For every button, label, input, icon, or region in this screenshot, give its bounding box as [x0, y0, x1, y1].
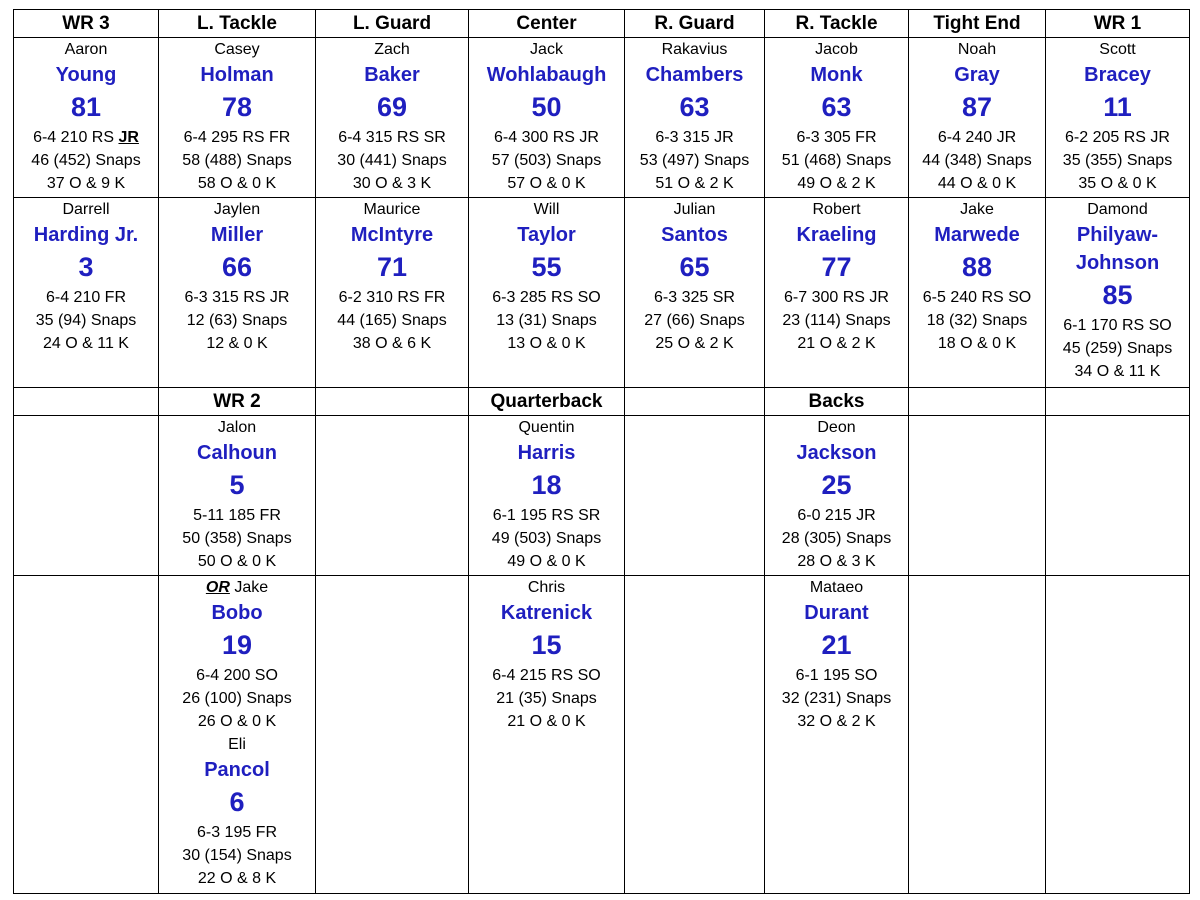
height-weight-class: 6-3 285 RS SO — [492, 289, 601, 306]
first-name: Damond — [1087, 201, 1148, 218]
height-weight-class: 6-2 310 RS FR — [338, 289, 446, 306]
height-weight-class: 6-0 215 JR — [797, 507, 876, 524]
last-name: Marwede — [934, 224, 1020, 246]
height-weight-class: 6-7 300 RS JR — [784, 289, 889, 306]
first-name: Jake — [960, 201, 994, 218]
height-weight-class: 6-4 315 RS SR — [338, 129, 446, 146]
height-weight-class: 6-1 195 SO — [795, 667, 878, 684]
first-name: Robert — [812, 201, 861, 218]
player-card — [625, 198, 765, 388]
offense-kick-snaps: 38 O & 6 K — [352, 335, 432, 352]
empty-cell — [316, 388, 469, 416]
first-name: Jack — [530, 41, 563, 58]
player-card — [909, 198, 1046, 388]
offense-kick-snaps: 26 O & 0 K — [197, 713, 277, 730]
header-wr3: WR 3 — [14, 10, 159, 38]
jersey-number: 63 — [679, 92, 710, 122]
empty-cell — [14, 388, 159, 416]
height-weight-class: 6-4 240 JR — [937, 129, 1017, 146]
empty-cell — [1046, 388, 1190, 416]
last-name: Holman — [200, 64, 274, 86]
last-name: Young — [55, 64, 117, 86]
offense-kick-snaps: 35 O & 0 K — [1078, 175, 1157, 192]
offense-kick-snaps: 44 O & 0 K — [937, 175, 1017, 192]
first-name: Will — [533, 201, 560, 218]
jersey-number: 19 — [221, 630, 253, 660]
last-name-part-2: Johnson — [1075, 252, 1160, 274]
empty-cell — [625, 388, 765, 416]
last-name: Calhoun — [197, 442, 277, 464]
height-weight: 6-4 210 RS — [33, 129, 119, 146]
empty-cell — [316, 576, 469, 894]
player-card — [316, 198, 469, 388]
or-label: OR — [205, 579, 230, 596]
snap-count: 58 (488) Snaps — [182, 152, 292, 169]
last-name: Gray — [954, 64, 1000, 86]
height-weight-class: 6-4 295 RS FR — [183, 129, 291, 146]
jersey-number: 55 — [531, 252, 562, 282]
first-name: Scott — [1099, 41, 1136, 58]
first-name: Noah — [957, 41, 997, 58]
position-header-row — [14, 10, 1190, 38]
offense-kick-snaps: 12 & 0 K — [206, 335, 268, 352]
header-left-guard: L. Guard — [316, 10, 469, 38]
player-card — [909, 38, 1046, 198]
first-name-text: Jake — [229, 579, 269, 596]
offense-kick-snaps: 24 O & 11 K — [43, 335, 129, 352]
snap-count: 21 (35) Snaps — [496, 690, 597, 707]
snap-count: 53 (497) Snaps — [639, 152, 750, 169]
player-card — [159, 198, 316, 388]
header-tight-end: Tight End — [909, 10, 1046, 38]
empty-cell — [14, 416, 159, 576]
jersey-number: 18 — [531, 470, 562, 500]
last-name: Santos — [661, 224, 728, 246]
backfield-starters-row — [14, 416, 1190, 576]
player-card — [14, 198, 159, 388]
player-card — [469, 576, 625, 894]
last-name: Miller — [210, 224, 264, 246]
empty-cell — [909, 576, 1046, 894]
snap-count: 27 (66) Snaps — [644, 312, 745, 329]
first-name: Jacob — [815, 41, 858, 58]
last-name: Harding Jr. — [33, 224, 139, 246]
player-card — [469, 38, 625, 198]
jersey-number: 50 — [531, 92, 562, 122]
last-name: Harris — [517, 442, 576, 464]
player-card — [469, 416, 625, 576]
snap-count: 51 (468) Snaps — [781, 152, 892, 169]
offense-kick-snaps: 21 O & 2 K — [797, 335, 876, 352]
player-card — [316, 38, 469, 198]
snap-count: 46 (452) Snaps — [31, 152, 141, 169]
snap-count: 44 (348) Snaps — [922, 152, 1032, 169]
snap-count: 30 (154) Snaps — [182, 847, 292, 864]
snap-count: 35 (355) Snaps — [1062, 152, 1173, 169]
height-weight-class: 6-3 305 FR — [796, 129, 877, 146]
empty-cell — [625, 576, 765, 894]
empty-cell — [14, 576, 159, 894]
first-name: Julian — [673, 201, 716, 218]
jersey-number: 6 — [229, 787, 245, 817]
player-card — [159, 38, 316, 198]
jersey-number: 87 — [961, 92, 993, 122]
last-name: Katrenick — [500, 602, 593, 624]
jersey-number: 21 — [821, 630, 852, 660]
header-center: Center — [469, 10, 625, 38]
snap-count: 26 (100) Snaps — [182, 690, 292, 707]
offense-kick-snaps: 25 O & 2 K — [655, 335, 734, 352]
snap-count: 32 (231) Snaps — [781, 690, 892, 707]
last-name — [1046, 221, 1189, 277]
first-name: Deon — [817, 419, 856, 436]
player-card — [14, 38, 159, 198]
offense-kick-snaps: 49 O & 2 K — [797, 175, 876, 192]
jersey-number: 88 — [961, 252, 993, 282]
offense-kick-snaps: 51 O & 2 K — [655, 175, 734, 192]
header-quarterback: Quarterback — [469, 388, 625, 416]
offense-kick-snaps: 32 O & 2 K — [797, 713, 876, 730]
class-year: JR — [118, 129, 139, 146]
jersey-number: 11 — [1103, 92, 1132, 122]
jersey-number: 25 — [821, 470, 852, 500]
height-weight-class: 6-3 315 JR — [655, 129, 734, 146]
snap-count: 28 (305) Snaps — [781, 530, 892, 547]
empty-cell — [909, 416, 1046, 576]
jersey-number: 65 — [679, 252, 710, 282]
snap-count: 12 (63) Snaps — [186, 312, 288, 329]
last-name-part-1: Philyaw- — [1076, 224, 1159, 246]
offense-kick-snaps: 57 O & 0 K — [507, 175, 586, 192]
jersey-number: 66 — [221, 252, 253, 282]
last-name: Monk — [810, 64, 863, 86]
header-wr2: WR 2 — [159, 388, 316, 416]
jersey-number: 5 — [229, 470, 245, 500]
last-name: Taylor — [517, 224, 576, 246]
backups-row — [14, 198, 1190, 388]
header-wr1: WR 1 — [1046, 10, 1190, 38]
empty-cell — [625, 416, 765, 576]
jersey-number: 15 — [531, 630, 562, 660]
offense-kick-snaps: 18 O & 0 K — [937, 335, 1017, 352]
depth-chart-table — [13, 9, 1190, 894]
height-weight-class: 6-4 210 FR — [45, 289, 127, 306]
starters-row — [14, 38, 1190, 198]
last-name: Bracey — [1084, 64, 1151, 86]
empty-cell — [316, 416, 469, 576]
height-weight-class: 6-1 195 RS SR — [492, 507, 601, 524]
first-name: Mataeo — [809, 579, 864, 596]
first-name: Casey — [214, 41, 260, 58]
offense-kick-snaps: 21 O & 0 K — [507, 713, 586, 730]
first-name: Eli — [228, 736, 246, 753]
jersey-number: 3 — [78, 252, 94, 282]
player-card — [625, 38, 765, 198]
header-right-tackle: R. Tackle — [765, 10, 909, 38]
first-name: Maurice — [363, 201, 421, 218]
first-name: Zach — [374, 41, 410, 58]
empty-cell — [1046, 416, 1190, 576]
last-name: Chambers — [645, 64, 744, 86]
snap-count: 50 (358) Snaps — [182, 530, 292, 547]
first-name: Darrell — [62, 201, 110, 218]
offense-kick-snaps: 34 O & 11 K — [1074, 363, 1161, 380]
player-card — [159, 416, 316, 576]
header-backs: Backs — [765, 388, 909, 416]
offense-kick-snaps: 22 O & 8 K — [197, 870, 277, 887]
jersey-number: 85 — [1102, 280, 1133, 310]
height-weight-class: 6-4 300 RS JR — [494, 129, 599, 146]
snap-count: 30 (441) Snaps — [337, 152, 447, 169]
snap-count: 45 (259) Snaps — [1062, 340, 1173, 357]
last-name: Durant — [804, 602, 869, 624]
offense-kick-snaps: 30 O & 3 K — [352, 175, 432, 192]
first-name: Jalon — [217, 419, 257, 436]
snap-count: 49 (503) Snaps — [491, 530, 602, 547]
last-name: Baker — [364, 64, 420, 86]
first-name: Chris — [527, 579, 566, 596]
first-name — [159, 576, 315, 599]
offense-kick-snaps: 50 O & 0 K — [197, 553, 277, 570]
backfield-backups-row — [14, 576, 1190, 894]
offense-kick-snaps: 58 O & 0 K — [197, 175, 277, 192]
snap-count: 23 (114) Snaps — [782, 312, 891, 329]
backfield-header-row — [14, 388, 1190, 416]
height-weight-class: 6-3 315 RS JR — [184, 289, 290, 306]
offense-kick-snaps: 13 O & 0 K — [507, 335, 586, 352]
height-weight-class: 5-11 185 FR — [193, 507, 281, 524]
height-weight-class: 6-5 240 RS SO — [922, 289, 1032, 306]
header-right-guard: R. Guard — [625, 10, 765, 38]
snap-count: 13 (31) Snaps — [496, 312, 597, 329]
height-weight-class: 6-3 195 FR — [196, 824, 278, 841]
jersey-number: 69 — [376, 92, 408, 122]
jersey-number: 77 — [821, 252, 852, 282]
height-weight-class: 6-3 325 SR — [654, 289, 735, 306]
last-name: Wohlabaugh — [486, 64, 607, 86]
height-weight-class: 6-1 170 RS SO — [1063, 317, 1172, 334]
snap-count: 18 (32) Snaps — [926, 312, 1028, 329]
player-card — [765, 416, 909, 576]
player-card — [765, 38, 909, 198]
jersey-number: 63 — [821, 92, 852, 122]
snap-count: 35 (94) Snaps — [35, 312, 137, 329]
last-name: Jackson — [796, 442, 877, 464]
offense-kick-snaps: 49 O & 0 K — [507, 553, 586, 570]
player-card — [1046, 198, 1190, 388]
first-name: Quentin — [518, 419, 575, 436]
header-left-tackle: L. Tackle — [159, 10, 316, 38]
height-weight-class: 6-4 200 SO — [196, 667, 278, 684]
height-weight-class — [14, 126, 158, 149]
jersey-number: 78 — [221, 92, 253, 122]
snap-count: 57 (503) Snaps — [491, 152, 602, 169]
player-card — [469, 198, 625, 388]
player-card — [1046, 38, 1190, 198]
snap-count: 44 (165) Snaps — [337, 312, 447, 329]
jersey-number: 81 — [70, 92, 102, 122]
player-card — [159, 576, 316, 894]
first-name: Rakavius — [661, 41, 728, 58]
empty-cell — [909, 388, 1046, 416]
last-name: Pancol — [204, 759, 270, 781]
offense-kick-snaps: 28 O & 3 K — [797, 553, 876, 570]
last-name: McIntyre — [350, 224, 434, 246]
first-name: Jaylen — [213, 201, 261, 218]
player-card — [765, 576, 909, 894]
last-name: Kraeling — [796, 224, 877, 246]
empty-cell — [1046, 576, 1190, 894]
height-weight-class: 6-2 205 RS JR — [1065, 129, 1170, 146]
first-name: Aaron — [64, 41, 108, 58]
jersey-number: 71 — [376, 252, 408, 282]
height-weight-class: 6-4 215 RS SO — [492, 667, 601, 684]
offense-kick-snaps: 37 O & 9 K — [46, 175, 126, 192]
player-card — [765, 198, 909, 388]
last-name: Bobo — [211, 602, 263, 624]
